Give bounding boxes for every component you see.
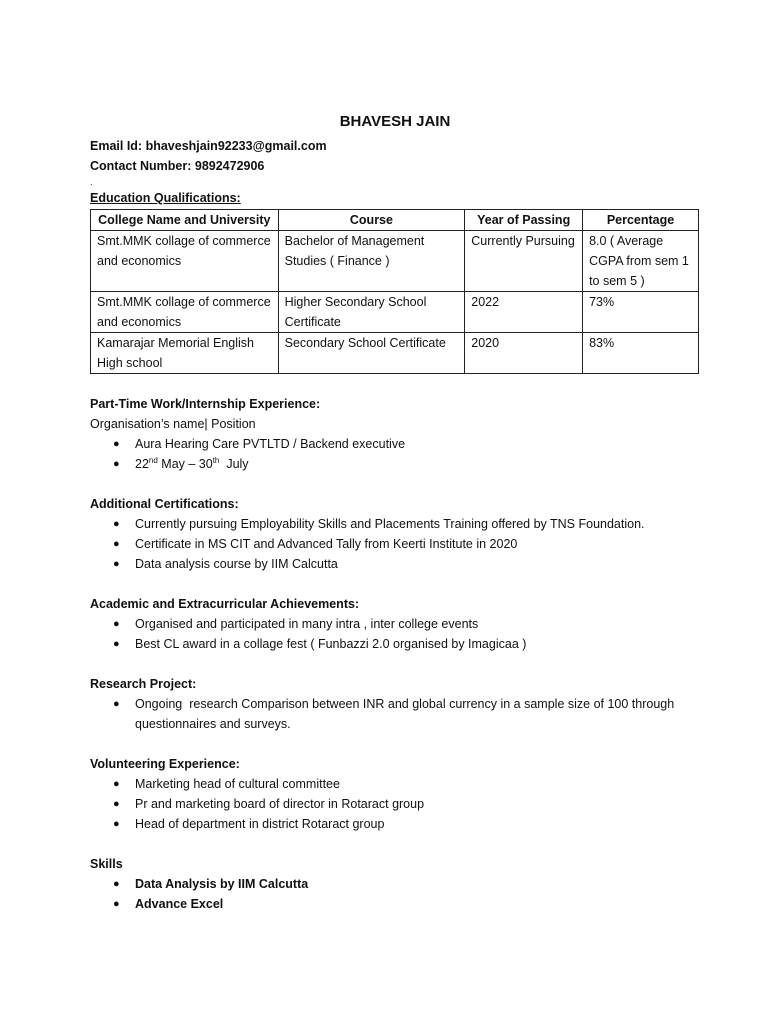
achievements-heading: Academic and Extracurricular Achievements: [90, 597, 360, 611]
bullet-icon: ● [113, 898, 120, 910]
date-suffix-start: nd [148, 455, 158, 465]
email-line: Email Id: bhaveshjain92233@gmail.com [90, 139, 327, 153]
list-item [113, 634, 700, 654]
work-section [90, 394, 700, 474]
volunteering-heading: Volunteering Experience: [90, 757, 240, 771]
table-cell: Currently Pursuing [465, 231, 583, 292]
list-item [113, 814, 700, 834]
stray-dot: . [90, 177, 93, 187]
list-item-text: Certificate in MS CIT and Advanced Tally from Keerti Institute in 2020 [135, 537, 518, 551]
table-cell: 2020 [465, 333, 583, 374]
list-item [113, 694, 700, 734]
certifications-section [90, 494, 700, 574]
list-item-text: Organised and participated in many intra , inter college events [135, 617, 479, 631]
table-cell: 73% [583, 292, 699, 333]
work-date [135, 457, 249, 471]
list-item-text: Head of department in district Rotaract group [135, 817, 385, 831]
bullet-icon: ● [113, 458, 120, 470]
research-heading: Research Project: [90, 677, 197, 691]
work-list [90, 434, 700, 474]
list-item [113, 534, 700, 554]
list-item [113, 614, 700, 634]
table-cell: 83% [583, 333, 699, 374]
table-cell: Secondary School Certificate [278, 333, 465, 374]
col-header-college: College Name and University [91, 210, 279, 231]
col-header-percentage: Percentage [583, 210, 699, 231]
list-item-text: Data analysis course by IIM Calcutta [135, 557, 338, 571]
bullet-icon: ● [113, 778, 120, 790]
resume-page [90, 110, 700, 914]
skills-heading: Skills [90, 857, 123, 871]
list-item [113, 894, 700, 914]
col-header-course: Course [278, 210, 465, 231]
work-company: Aura Hearing Care PVTLTD / Backend executive [135, 437, 406, 451]
list-item-text: Pr and marketing board of director in Rotaract group [135, 797, 425, 811]
certifications-list [90, 514, 700, 574]
skills-section [90, 854, 700, 914]
table-row [91, 231, 699, 292]
table-row [91, 292, 699, 333]
list-item-text: Marketing head of cultural committee [135, 777, 340, 791]
date-suffix-end: th [212, 455, 220, 465]
list-item [113, 514, 700, 534]
achievements-section [90, 594, 700, 654]
bullet-icon: ● [113, 638, 120, 650]
list-item-text: Ongoing research Comparison between INR and global currency in a sample size of 100 through questionnaires and surveys. [135, 697, 678, 731]
table-cell: Kamarajar Memorial English High school [91, 333, 279, 374]
list-item [113, 874, 700, 894]
list-item-text: Best CL award in a collage fest ( Funbazzi 2.0 organised by Imagicaa ) [135, 637, 527, 651]
list-item-text: Data Analysis by IIM Calcutta [135, 877, 309, 891]
list-item [113, 774, 700, 794]
resume-name: BHAVESH JAIN [339, 113, 451, 130]
research-list [90, 694, 700, 734]
list-item-text: Advance Excel [135, 897, 224, 911]
skills-list [90, 874, 700, 914]
bullet-icon: ● [113, 798, 120, 810]
work-subheading: Organisation’s name| Position [90, 417, 256, 431]
list-item [113, 794, 700, 814]
table-header-row [91, 210, 699, 231]
education-heading: Education Qualifications: [90, 191, 241, 205]
table-cell: Smt.MMK collage of commerce and economics [91, 231, 279, 292]
bullet-icon: ● [113, 518, 120, 530]
list-item [113, 554, 700, 574]
date-mid: May – 30 [157, 457, 213, 471]
list-item [113, 434, 700, 454]
volunteering-list [90, 774, 700, 834]
certifications-heading: Additional Certifications: [90, 497, 239, 511]
achievements-list [90, 614, 700, 654]
table-cell: Higher Secondary School Certificate [278, 292, 465, 333]
work-heading: Part-Time Work/Internship Experience: [90, 397, 321, 411]
bullet-icon: ● [113, 618, 120, 630]
research-section [90, 674, 700, 734]
date-month-end: July [219, 457, 249, 471]
volunteering-section [90, 754, 700, 834]
contact-line: Contact Number: 9892472906 [90, 159, 265, 173]
education-table [90, 209, 699, 374]
bullet-icon: ● [113, 438, 120, 450]
bullet-icon: ● [113, 558, 120, 570]
table-cell: 2022 [465, 292, 583, 333]
table-row [91, 333, 699, 374]
list-item [113, 454, 700, 474]
bullet-icon: ● [113, 818, 120, 830]
col-header-year: Year of Passing [465, 210, 583, 231]
table-cell: Smt.MMK collage of commerce and economics [91, 292, 279, 333]
table-cell: Bachelor of Management Studies ( Finance ) [278, 231, 465, 292]
date-day-start: 22 [135, 457, 149, 471]
bullet-icon: ● [113, 538, 120, 550]
bullet-icon: ● [113, 878, 120, 890]
table-cell: 8.0 ( Average CGPA from sem 1 to sem 5 ) [583, 231, 699, 292]
bullet-icon: ● [113, 698, 120, 710]
list-item-text: Currently pursuing Employability Skills and Placements Training offered by TNS Foundation. [135, 517, 645, 531]
